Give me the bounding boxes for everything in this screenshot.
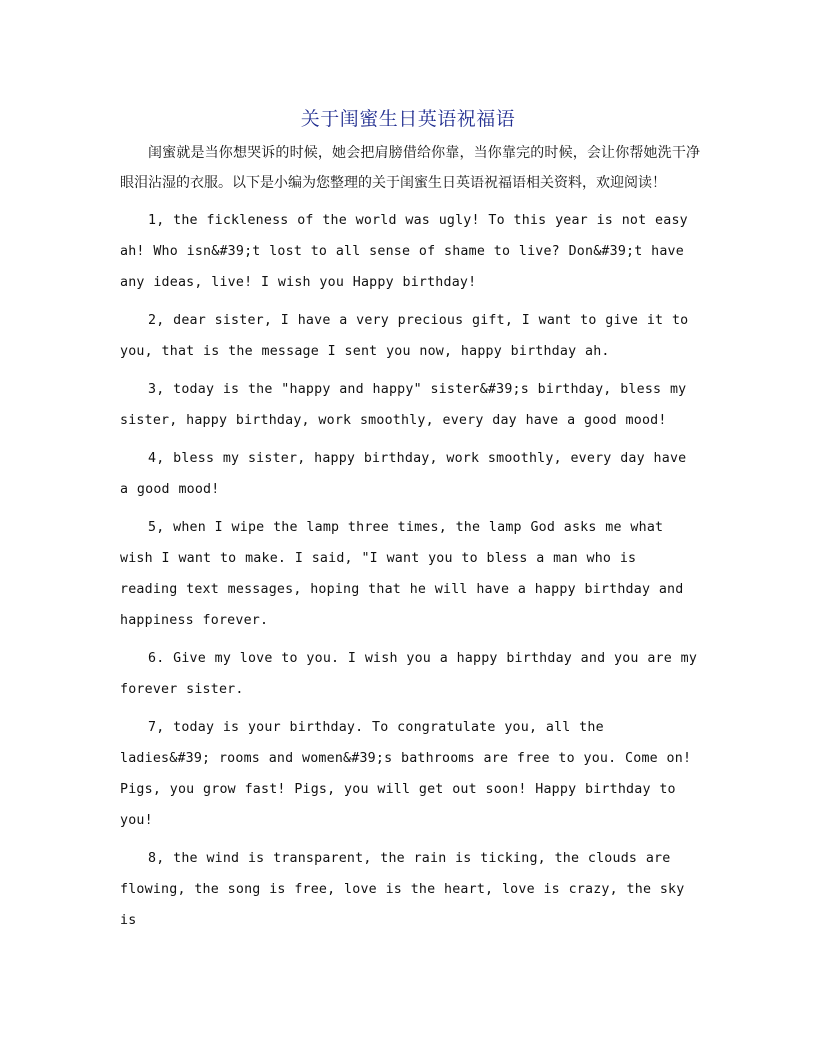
wish-paragraph-3: 3, today is the "happy and happy" sister&#39;s birthday, bless my sister, happy birthday, work smoothly, every day have a good mood!	[120, 382, 687, 428]
page-title: 关于闺蜜生日英语祝福语	[300, 108, 516, 130]
wish-paragraph-5: 5, when I wipe the lamp three times, the lamp God asks me what wish I want to make. I said, "I want you to bless a man who is reading text messages, hoping that he will have a happy birthday and happiness forever.	[120, 520, 684, 628]
intro-paragraph: 闺蜜就是当你想哭诉的时候，她会把肩膀借给你靠，当你靠完的时候，会让你帮她洗干净眼泪沾湿的衣服。以下是小编为您整理的关于闺蜜生日英语祝福语相关资料，欢迎阅读！	[120, 145, 700, 191]
wish-paragraph-6: 6. Give my love to you. I wish you a happy birthday and you are my forever sister.	[120, 651, 698, 697]
wish-paragraph-4: 4, bless my sister, happy birthday, work smoothly, every day have a good mood!	[120, 451, 687, 497]
wish-paragraph-1: 1, the fickleness of the world was ugly! To this year is not easy ah! Who isn&#39;t lost to all sense of shame to live? Don&#39;t have any ideas, live! I wish you Happy birthday!	[120, 213, 688, 290]
wish-paragraph-2: 2, dear sister, I have a very precious gift, I want to give it to you, that is the message I sent you now, happy birthday ah.	[120, 313, 689, 359]
document-body	[120, 138, 700, 943]
wish-paragraph-7: 7, today is your birthday. To congratulate you, all the ladies&#39; rooms and women&#39;s bathrooms are free to you. Come on! Pigs, you grow fast! Pigs, you will get out soon! Happy birthday to you!	[120, 720, 692, 828]
wish-paragraph-8: 8, the wind is transparent, the rain is ticking, the clouds are flowing, the song is free, love is the heart, love is crazy, the sky is	[120, 851, 685, 928]
